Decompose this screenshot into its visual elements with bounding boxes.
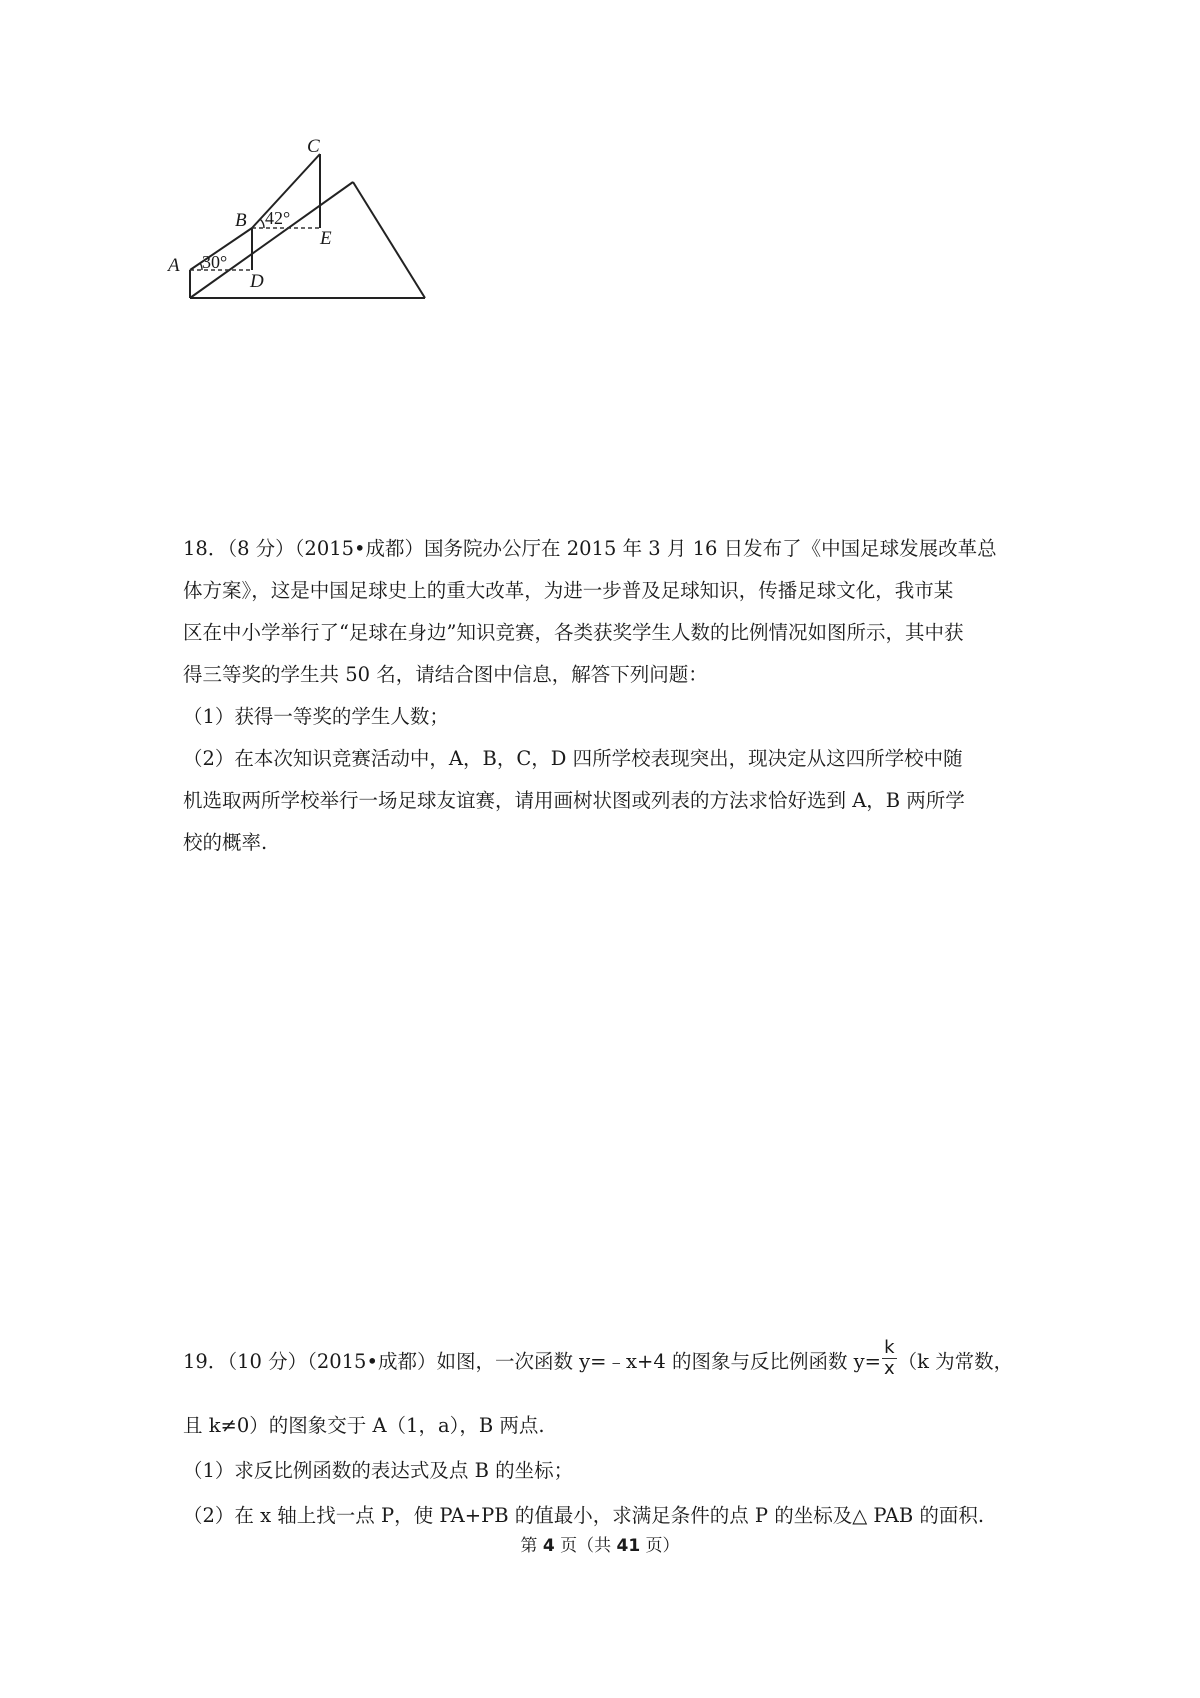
page-footer xyxy=(0,1531,1200,1556)
q19-sub-2: （2）在 x 轴上找一点 P，使 PA+PB 的值最小，求满足条件的点 P 的坐标及△ PAB 的面积. xyxy=(183,1504,985,1527)
right-slope-line xyxy=(353,182,425,298)
geometry-figure xyxy=(168,136,480,340)
q19-line-1-tail: （k 为常数， xyxy=(897,1350,1014,1373)
label-e: E xyxy=(320,228,332,249)
q19-line-1 xyxy=(183,1337,1025,1382)
label-b: B xyxy=(235,210,247,231)
label-c: C xyxy=(307,136,320,157)
q19-sub-1: （1）求反比例函数的表达式及点 B 的坐标； xyxy=(183,1459,574,1482)
fraction-numerator: k xyxy=(882,1338,897,1359)
angle-label-30: 30° xyxy=(202,252,228,272)
q19-line-1-text: 19．（10 分）（2015•成都）如图，一次函数 y=﹣x+4 的图象与反比例函数 y= xyxy=(183,1350,882,1373)
fraction-denominator: x xyxy=(884,1358,895,1379)
label-d: D xyxy=(250,271,264,292)
q18-line-1: 18．（8 分）（2015•成都）国务院办公厅在 2015 年 3 月 16 日发布了《中国足球发展改革总 xyxy=(183,537,997,560)
q18-line-2: 体方案》，这是中国足球史上的重大改革，为进一步普及足球知识，传播足球文化，我市某 xyxy=(183,579,954,602)
slope-diagram xyxy=(168,136,480,340)
q18-line-4: 得三等奖的学生共 50 名，请结合图中信息，解答下列问题： xyxy=(183,663,708,686)
q18-line-3: 区在中小学举行了“足球在身边”知识竞赛，各类获奖学生人数的比例情况如图所示，其中获 xyxy=(183,621,964,644)
footer-page-number: 4 xyxy=(542,1536,555,1556)
question-19 xyxy=(183,1337,1025,1382)
label-a: A xyxy=(168,255,180,276)
q18-sub-1: （1）获得一等奖的学生人数； xyxy=(183,705,449,728)
angle-label-42: 42° xyxy=(265,208,291,228)
question-19-body xyxy=(183,1414,1025,1528)
q18-sub-2-line-1: （2）在本次知识竞赛活动中，A，B，C，D 四所学校表现突出，现决定从这四所学校中随 xyxy=(183,747,963,770)
footer-middle: 页（共 xyxy=(554,1536,617,1556)
q18-sub-2-line-2: 机选取两所学校举行一场足球友谊赛，请用画树状图或列表的方法求恰好选到 A，B 两所学 xyxy=(183,789,965,812)
footer-prefix: 第 xyxy=(520,1536,543,1556)
question-18 xyxy=(183,537,1025,855)
footer-suffix: 页） xyxy=(640,1536,680,1556)
q19-line-2: 且 k≠0）的图象交于 A（1，a），B 两点. xyxy=(183,1414,545,1437)
q18-sub-2-line-3: 校的概率. xyxy=(183,831,268,854)
footer-total-pages: 41 xyxy=(616,1536,641,1556)
fraction-k-over-x xyxy=(882,1338,897,1379)
angle-arc-b xyxy=(260,219,264,228)
